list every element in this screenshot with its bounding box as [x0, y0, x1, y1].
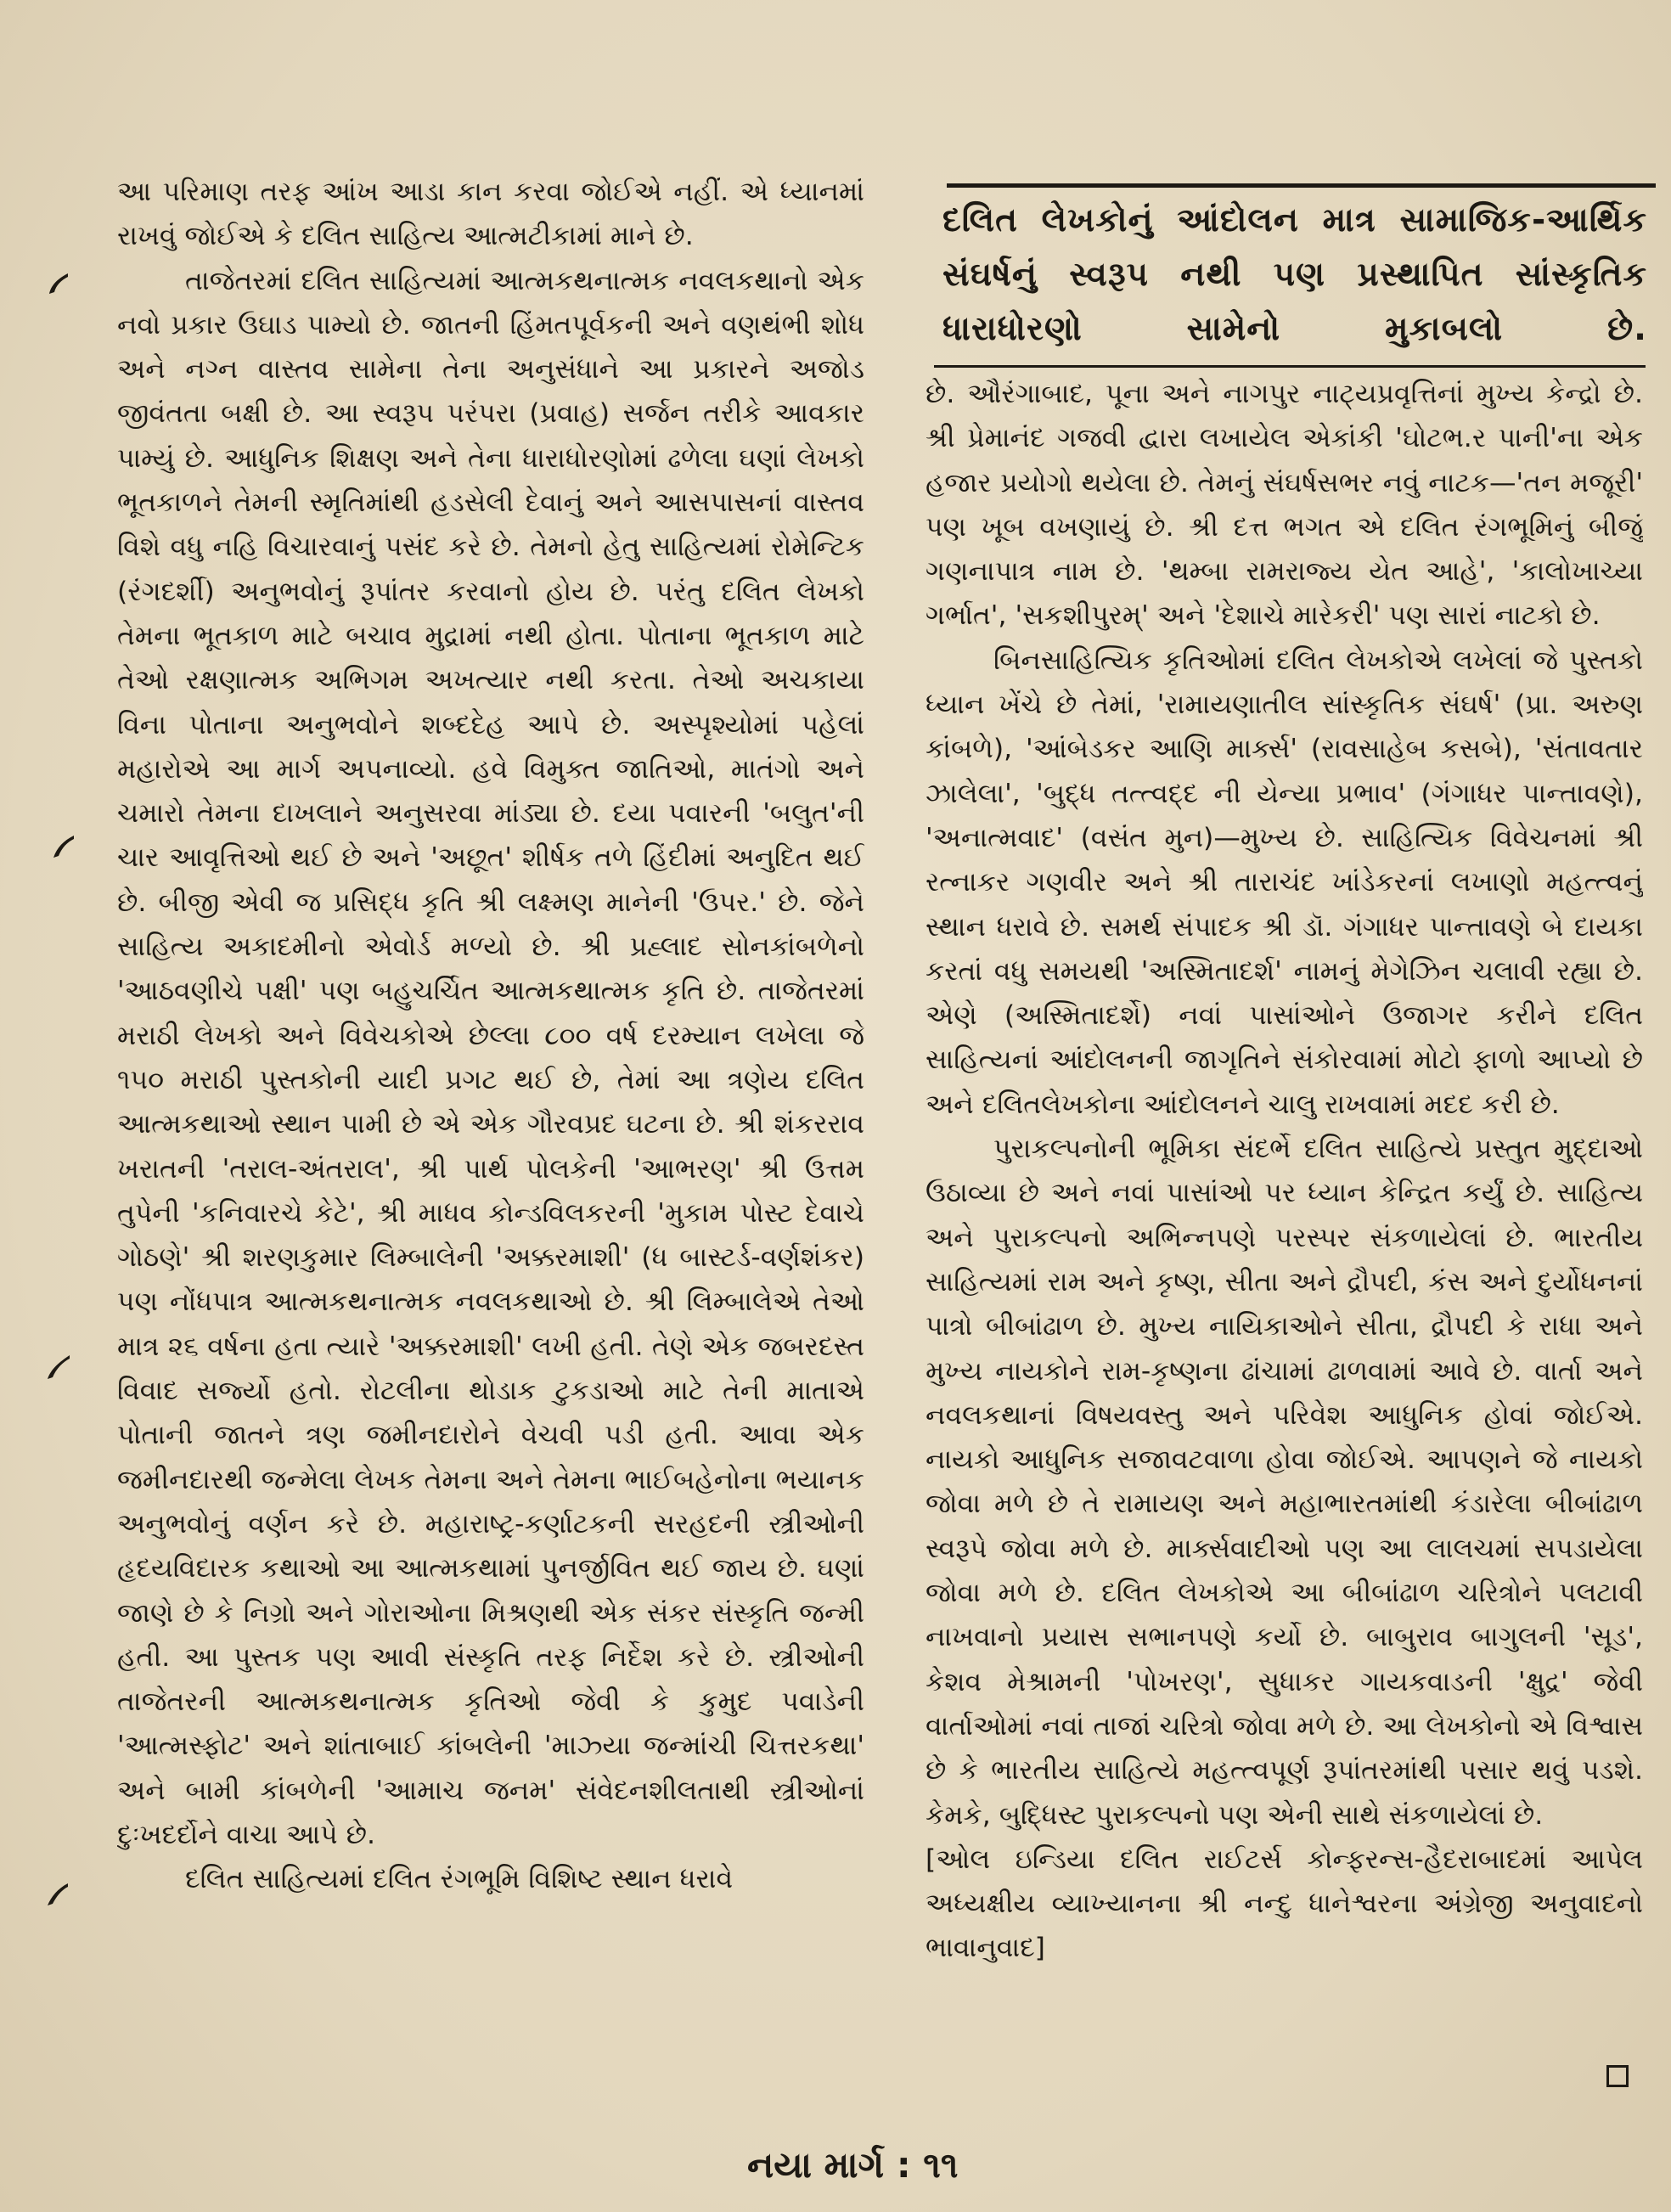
right-paragraph-1: છે. ઔરંગાબાદ, પૂના અને નાગપુર નાટ્યપ્રવૃત્તિનાં મુખ્ય કેન્દ્રો છે. શ્રી પ્રેમાનંદ ગજવી દ્વારા લખાયેલ એકાંકી 'ઘોટભ.ર પાની'ના એક હજાર પ્રયોગો થયેલા છે. તેમનું સંઘર્ષસભર નવું નાટક—'તન મજૂરી' પણ ખૂબ વખણાયું છે. શ્રી દત્ત ભગત એ દલિત રંગભૂમિનું બીજું ગણનાપાત્ર નામ છે. 'થમ્બા રામરાજ્ય યેત આહે', 'કાલોખાચ્યા ગર્ભાત', 'સકશીપુરમ્' અને 'દેશાચે મારેકરી' પણ સારાં નાટકો છે.: [926, 379, 1643, 632]
binding-hole-mark-icon: [42, 1352, 76, 1386]
pull-quote-headline: દલિત લેખકોનું આંદોલન માત્ર સામાજિક-આર્થિક સંઘર્ષનું સ્વરૂપ નથી પણ પ્રસ્થાપિત સાંસ્કૃતિક ધારાધોરણો સામેનો મુકાબલો છે.: [942, 201, 1647, 348]
left-column: [117, 170, 864, 2148]
right-paragraph-2: બિનસાહિત્યિક કૃતિઓમાં દલિત લેખકોએ લખેલાં જે પુસ્તકો ધ્યાન ખેંચે છે તેમાં, 'રામાયણાતીલ સાંસ્કૃતિક સંઘર્ષ' (પ્રા. અરુણ કાંબળે), 'આંબેડકર આણિ માર્ક્સ' (રાવસાહેબ કસબે), 'સંતાવતાર ઝાલેલા', 'બુદ્ધ તત્ત્વદ્દ ની યેન્યા પ્રભાવ' (ગંગાધર પાન્તાવણે), 'અનાત્મવાદ' (વસંત મુન)—મુખ્ય છે. સાહિત્યિક વિવેચનમાં શ્રી રત્નાકર ગણવીર અને શ્રી તારાચંદ ખાંડેકરનાં લખાણો મહત્ત્વનું સ્થાન ધરાવે છે. સમર્થ સંપાદક શ્રી ડૉ. ગંગાધર પાન્તાવણે બે દાયકા કરતાં વધુ સમયથી 'અસ્મિતાદર્શ' નામનું મેગેઝિન ચલાવી રહ્યા છે. એણે (અસ્મિતાદર્શે) નવાં પાસાંઓને ઉજાગર કરીને દલિત સાહિત્યનાં આંદોલનની જાગૃતિને સંકોરવામાં મોટો ફાળો આપ્યો છે અને દલિતલેખકોના આંદોલનને ચાલુ રાખવામાં મદદ કરી છે.: [926, 644, 1643, 1120]
end-of-article-square-icon: [1606, 2065, 1629, 2087]
left-paragraph-1: આ પરિમાણ તરફ આંખ આડા કાન કરવા જોઈએ નહીં. એ ધ્યાનમાં રાખવું જોઈએ કે દલિત સાહિત્ય આત્મટીકામાં માને છે.: [117, 177, 864, 252]
left-paragraph-2: તાજેતરમાં દલિત સાહિત્યમાં આત્મકથનાત્મક નવલકથાનો એક નવો પ્રકાર ઉઘાડ પામ્યો છે. જાતની હિંમતપૂર્વકની અને વણથંભી શોધ અને નગ્ન વાસ્તવ સામેના તેના અનુસંધાને આ પ્રકારને અજોડ જીવંતતા બક્ષી છે. આ સ્વરૂપ પરંપરા (પ્રવાહ) સર્જન તરીકે આવકાર પામ્યું છે. આધુનિક શિક્ષણ અને તેના ધારાધોરણોમાં ઢળેલા ઘણાં લેખકો ભૂતકાળને તેમની સ્મૃતિમાંથી હડસેલી દેવાનું અને આસપાસનાં વાસ્તવ વિશે વધુ નહિ વિચારવાનું પસંદ કરે છે. તેમનો હેતુ સાહિત્યમાં રોમેન્ટિક (રંગદર્શી) અનુભવોનું રૂપાંતર કરવાનો હોય છે. પરંતુ દલિત લેખકો તેમના ભૂતકાળ માટે બચાવ મુદ્રામાં નથી હોતા. પોતાના ભૂતકાળ માટે તેઓ રક્ષણાત્મક અભિગમ અખત્યાર નથી કરતા. તેઓ અચકાયા વિના પોતાના અનુભવોને શબ્દદેહ આપે છે. અસ્પૃશ્યોમાં પહેલાં મહારોએ આ માર્ગ અપનાવ્યો. હવે વિમુક્ત જાતિઓ, માતંગો અને ચમારો તેમના દાખલાને અનુસરવા માંડ્યા છે. દયા પવારની 'બલુત'ની ચાર આવૃત્તિઓ થઈ છે અને 'અછૂત' શીર્ષક તળે હિંદીમાં અનુદિત થઈ છે. બીજી એવી જ પ્રસિદ્ધ કૃતિ શ્રી લક્ષ્મણ માનેની 'ઉપર.' છે. જેને સાહિત્ય અકાદમીનો એવોર્ડ મળ્યો છે. શ્રી પ્રહ્લાદ સોનકાંબળેનો 'આઠવણીચે પક્ષી' પણ બહુચર્ચિત આત્મકથાત્મક કૃતિ છે. તાજેતરમાં મરાઠી લેખકો અને વિવેચકોએ છેલ્લા ૮૦૦ વર્ષ દરમ્યાન લખેલા જે ૧૫૦ મરાઠી પુસ્તકોની યાદી પ્રગટ થઈ છે, તેમાં આ ત્રણેય દલિત આત્મકથાઓ સ્થાન પામી છે એ એક ગૌરવપ્રદ ઘટના છે. શ્રી શંકરરાવ ખરાતની 'તરાલ-અંતરાલ', શ્રી પાર્થ પોલકેની 'આભરણ' શ્રી ઉત્તમ તુપેની 'કનિવારચે કેટે', શ્રી માધવ કોન્ડવિલકરની 'મુકામ પોસ્ટ દેવાચે ગોઠણે' શ્રી શરણકુમાર લિમ્બાલેની 'અક્કરમાશી' (ધ બાસ્ટર્ડ-વર્ણશંકર) પણ નોંધપાત્ર આત્મકથનાત્મક નવલકથાઓ છે. શ્રી લિમ્બાલેએ તેઓ માત્ર ૨૬ વર્ષના હતા ત્યારે 'અક્કરમાશી' લખી હતી. તેણે એક જબરદસ્ત વિવાદ સર્જ્યો હતો. રોટલીના થોડાક ટુકડાઓ માટે તેની માતાએ પોતાની જાતને ત્રણ જમીનદારોને વેચવી પડી હતી. આવા એક જમીનદારથી જન્મેલા લેખક તેમના અને તેમના ભાઈબહેનોના ભયાનક અનુભવોનું વર્ણન કરે છે. મહારાષ્ટ્ર-કર્ણાટકની સરહદની સ્ત્રીઓની હૃદયવિદારક કથાઓ આ આત્મકથામાં પુનર્જીવિત થઈ જાય છે. ઘણાં જાણે છે કે નિગ્રો અને ગોરાઓના મિશ્રણથી એક સંકર સંસ્કૃતિ જન્મી હતી. આ પુસ્તક પણ આવી સંસ્કૃતિ તરફ નિર્દેશ કરે છે. સ્ત્રીઓની તાજેતરની આત્મકથનાત્મક કૃતિઓ જેવી કે કુમુદ પવાડેની 'આત્મસ્ફોટ' અને શાંતાબાઈ કાંબલેની 'માઝ્યા જન્માંચી ચિત્તરકથા' અને બામી કાંબળેની 'આમાચ જનમ' સંવેદનશીલતાથી સ્ત્રીઓનાં દુઃખદર્દોને વાચા આપે છે.: [117, 265, 864, 1850]
right-paragraph-3: પુરાકલ્પનોની ભૂમિકા સંદર્ભે દલિત સાહિત્યે પ્રસ્તુત મુદ્દાઓ ઉઠાવ્યા છે અને નવાં પાસાંઓ પર ધ્યાન કેન્દ્રિત કર્યું છે. સાહિત્ય અને પુરાકલ્પનો અભિન્નપણે પરસ્પર સંકળાયેલાં છે. ભારતીય સાહિત્યમાં રામ અને કૃષ્ણ, સીતા અને દ્રૌપદી, કંસ અને દુર્યોધનનાં પાત્રો બીબાંઢાળ છે. મુખ્ય નાયિકાઓને સીતા, દ્રૌપદી કે રાધા અને મુખ્ય નાયકોને રામ-કૃષ્ણના ઢાંચામાં ઢાળવામાં આવે છે. વાર્તા અને નવલકથાનાં વિષયવસ્તુ અને પરિવેશ આધુનિક હોવાં જોઈએ. નાયકો આધુનિક સજાવટવાળા હોવા જોઈએ. આપણને જે નાયકો જોવા મળે છે તે રામાયણ અને મહાભારતમાંથી કંડારેલા બીબાંઢાળ સ્વરૂપે જોવા મળે છે. માર્ક્સવાદીઓ પણ આ લાલચમાં સપડાયેલા જોવા મળે છે. દલિત લેખકોએ આ બીબાંઢાળ ચરિત્રોને પલટાવી નાખવાનો પ્રયાસ સભાનપણે કર્યો છે. બાબુરાવ બાગુલની 'સૂડ', કેશવ મેશ્રામની 'પોખરણ', સુધાકર ગાયકવાડની 'ક્ષુદ્ર' જેવી વાર્તાઓમાં નવાં તાજાં ચરિત્રો જોવા મળે છે. આ લેખકોનો એ વિશ્વાસ છે કે ભારતીય સાહિત્યે મહત્ત્વપૂર્ણ રૂપાંતરમાંથી પસાર થવું પડશે. કેમકે, બુદ્ધિસ્ટ પુરાકલ્પનો પણ એની સાથે સંકળાયેલાં છે.: [926, 1134, 1643, 1831]
binding-hole-mark-icon: [42, 270, 76, 304]
binding-hole-mark-icon: [47, 830, 81, 864]
left-paragraph-3: દલિત સાહિત્યમાં દલિત રંગભૂમિ વિશિષ્ટ સ્થાન ધરાવે: [185, 1864, 734, 1895]
headline-top-rule: [947, 183, 1656, 188]
headline-bottom-rule: [934, 365, 1646, 368]
page-footer: નયા માર્ગ : ૧૧: [747, 2144, 959, 2186]
source-note: [ઓલ ઇન્ડિયા દલિત રાઈટર્સ કોન્ફરન્સ-હૈદરાબાદમાં આપેલ અધ્યક્ષીય વ્યાખ્યાનના શ્રી નન્દુ ધાનેશ્વરના અંગ્રેજી અનુવાદનો ભાવાનુવાદ]: [926, 1843, 1643, 1964]
right-column: [926, 372, 1643, 2096]
binding-hole-mark-icon: [41, 1878, 75, 1912]
